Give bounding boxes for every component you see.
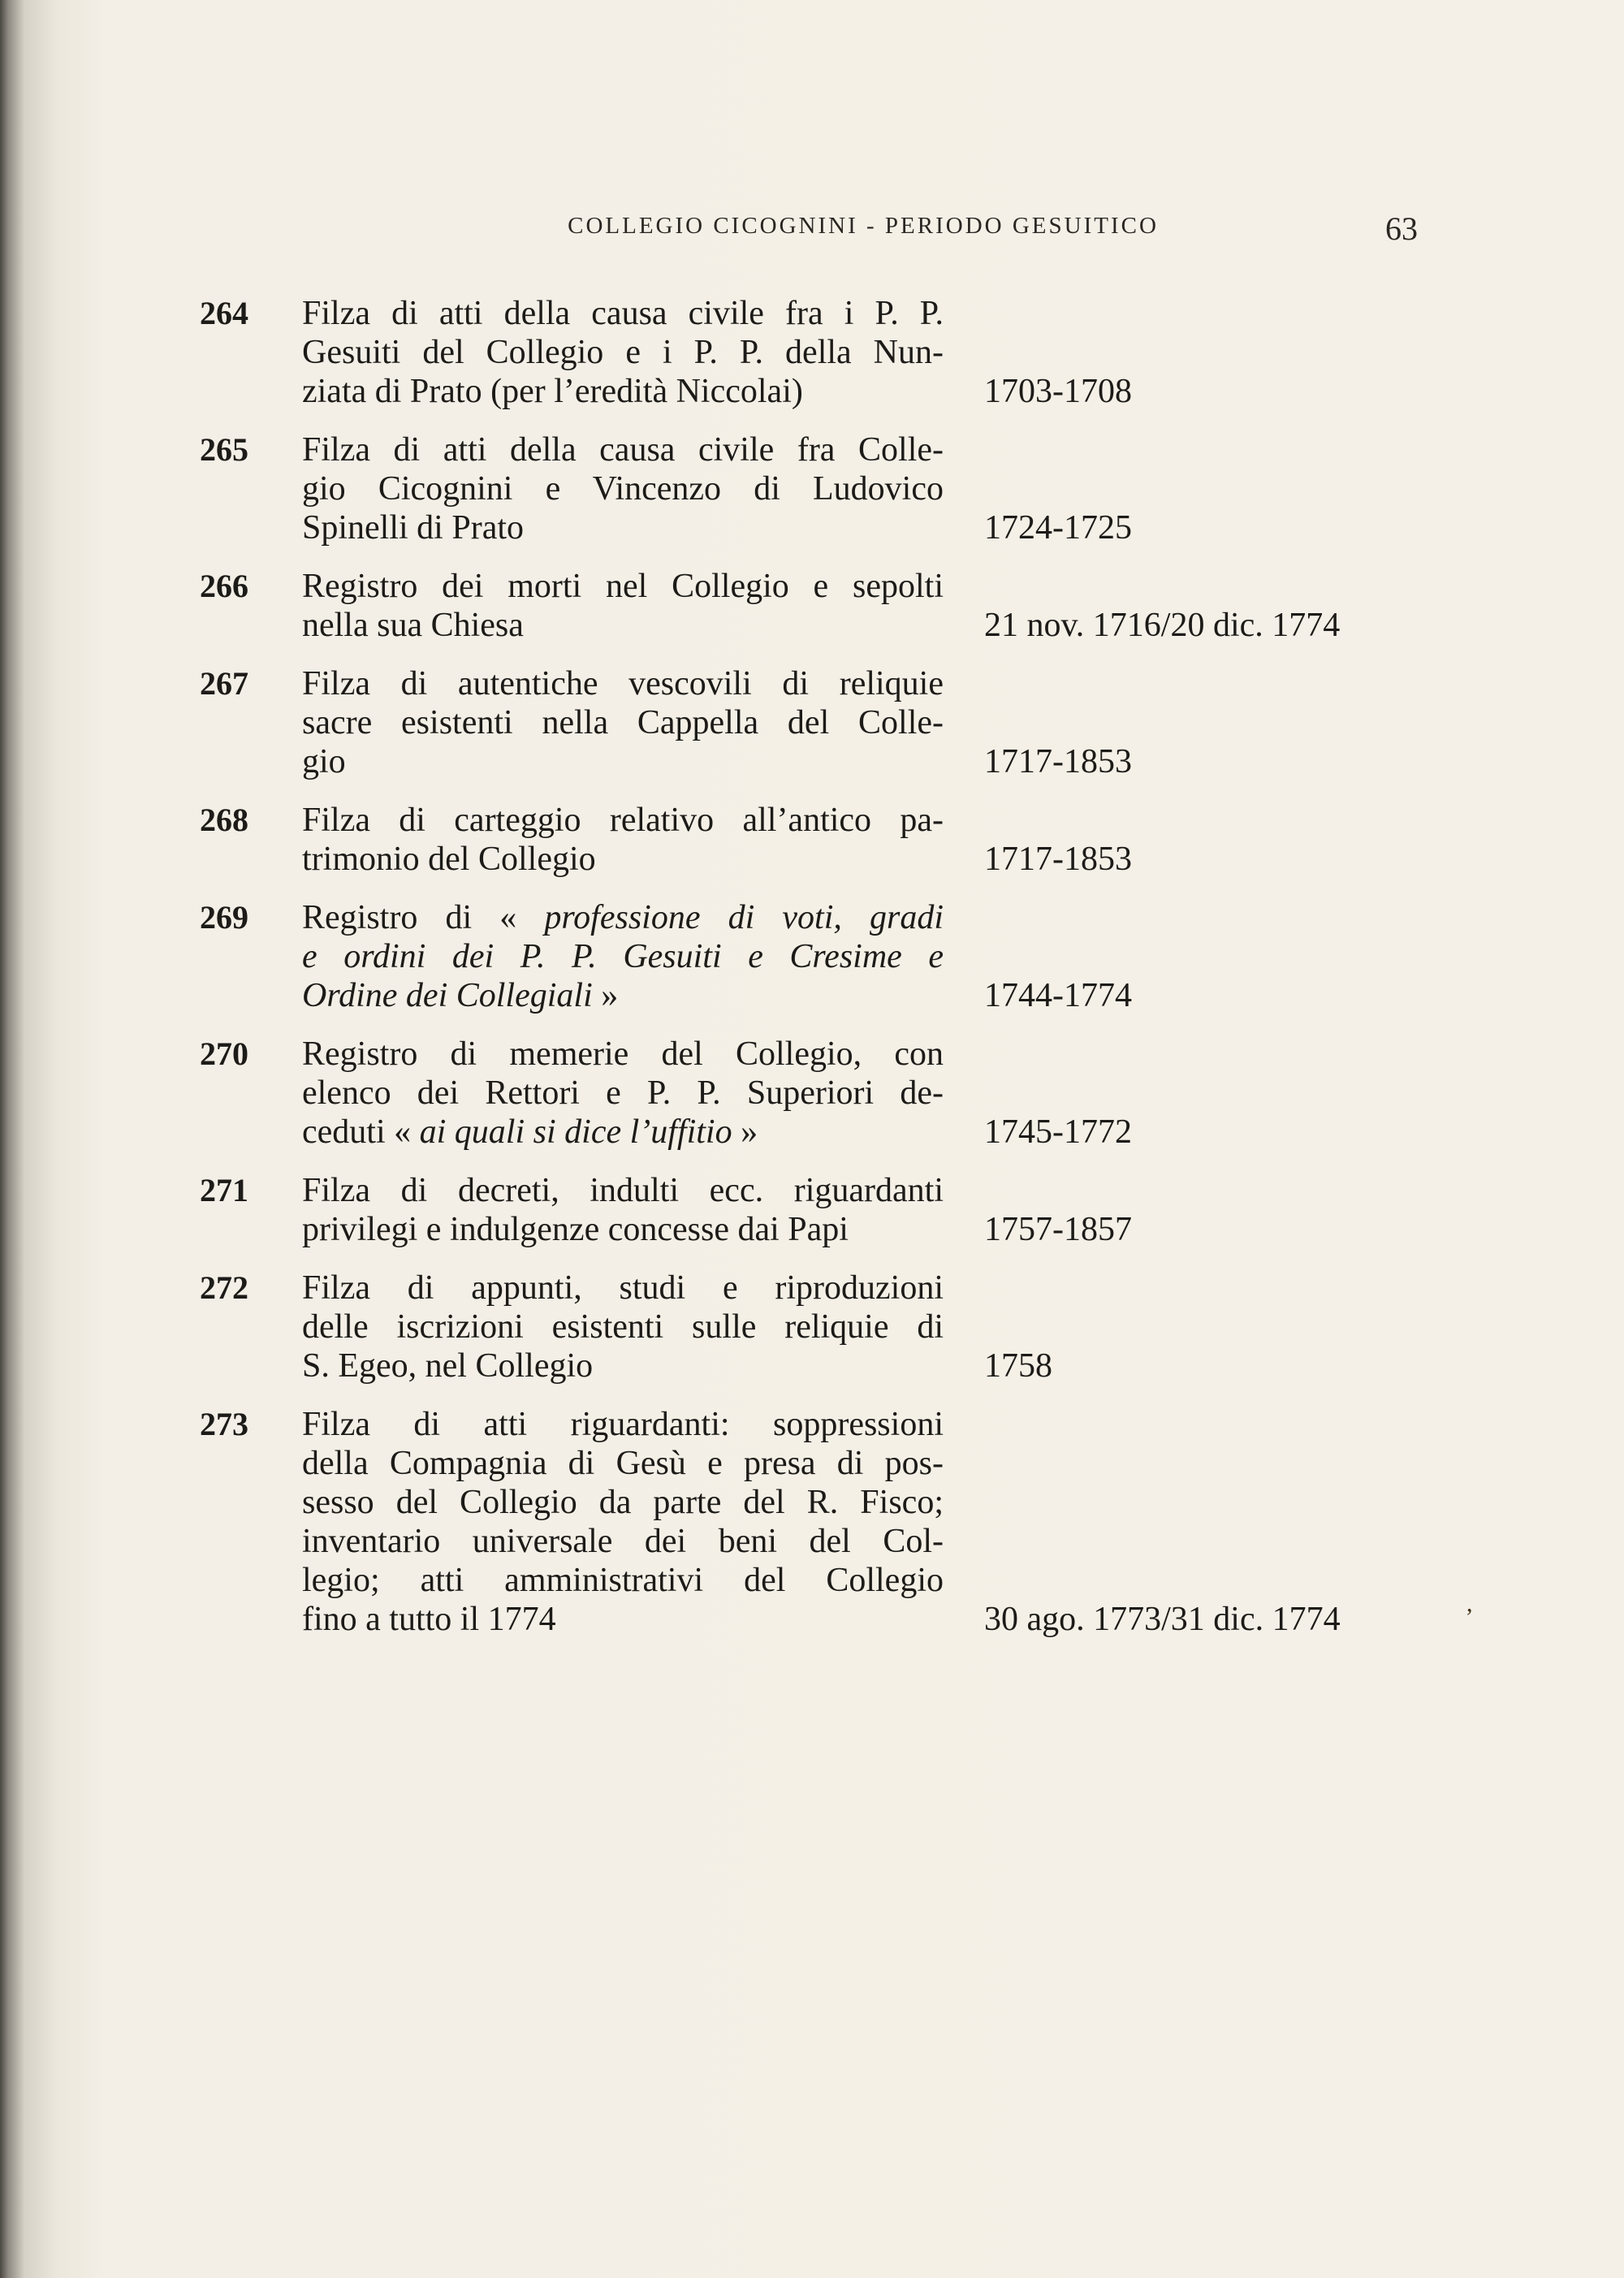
description-line bbox=[302, 937, 944, 976]
entry-description bbox=[302, 1405, 944, 1639]
running-header bbox=[309, 210, 1418, 253]
inventory-entry-265 bbox=[200, 430, 1434, 547]
entry-description bbox=[302, 1171, 944, 1249]
description-line: Gesuiti del Collegio e i P. P. della Nun- bbox=[302, 334, 944, 371]
description-line: privilegi e indulgenze concesse dai Papi bbox=[302, 1211, 849, 1248]
entry-description bbox=[302, 430, 944, 547]
entry-date: 21 nov. 1716/20 dic. 1774 bbox=[984, 607, 1341, 644]
description-line: Filza di atti della causa civile fra i P. P. bbox=[302, 295, 944, 332]
inventory-entry-273 bbox=[200, 1405, 1434, 1639]
description-text: » bbox=[732, 1113, 758, 1151]
description-line: fino a tutto il 1774 bbox=[302, 1601, 556, 1638]
description-line: elenco dei Rettori e P. P. Superiori de- bbox=[302, 1074, 944, 1112]
entry-number: 268 bbox=[200, 802, 248, 838]
italic-quote-text: ai quali si dice l’uffitio bbox=[419, 1113, 732, 1151]
description-line: Filza di atti della causa civile fra Colle- bbox=[302, 431, 944, 469]
entry-description bbox=[302, 1269, 944, 1385]
description-text: ceduti « bbox=[302, 1113, 420, 1151]
description-line: Filza di decreti, indulti ecc. riguardanti bbox=[302, 1172, 944, 1209]
entry-date: 1724-1725 bbox=[984, 509, 1132, 547]
entry-description bbox=[302, 898, 944, 1015]
entry-description bbox=[302, 567, 944, 645]
entry-date: 30 ago. 1773/31 dic. 1774 bbox=[984, 1601, 1341, 1638]
description-line: sesso del Collegio da parte del R. Fisco; bbox=[302, 1484, 944, 1521]
description-line: della Compagnia di Gesù e presa di pos- bbox=[302, 1445, 944, 1482]
entry-number: 270 bbox=[200, 1035, 248, 1072]
description-line bbox=[302, 898, 944, 937]
entry-number: 269 bbox=[200, 899, 248, 936]
inventory-entry-264 bbox=[200, 294, 1434, 411]
entry-number: 272 bbox=[200, 1269, 248, 1306]
description-line: trimonio del Collegio bbox=[302, 841, 596, 878]
entry-date: 1757-1857 bbox=[984, 1211, 1132, 1248]
entry-description bbox=[302, 801, 944, 879]
ink-speck-mark: , bbox=[1466, 1590, 1473, 1617]
inventory-entry-268 bbox=[200, 801, 1434, 879]
entry-number: 266 bbox=[200, 568, 248, 604]
description-line bbox=[302, 976, 944, 1015]
entry-description bbox=[302, 294, 944, 411]
description-line: Filza di autentiche vescovili di reliquie bbox=[302, 665, 944, 702]
entry-number: 271 bbox=[200, 1172, 248, 1208]
description-line: Registro dei morti nel Collegio e sepolti bbox=[302, 568, 944, 605]
description-line: inventario universale dei beni del Col- bbox=[302, 1523, 944, 1560]
italic-title-text: e ordini dei P. P. Gesuiti e Cresime e bbox=[302, 938, 944, 975]
entry-date: 1703-1708 bbox=[984, 373, 1132, 410]
entry-number: 264 bbox=[200, 295, 248, 331]
description-text: » bbox=[592, 977, 619, 1014]
entry-description bbox=[302, 664, 944, 781]
entry-date: 1744-1774 bbox=[984, 977, 1132, 1014]
inventory-entry-269 bbox=[200, 898, 1434, 1015]
entry-date: 1758 bbox=[984, 1347, 1052, 1385]
description-line: Filza di appunti, studi e riproduzioni bbox=[302, 1269, 944, 1307]
description-line: ziata di Prato (per l’eredità Niccolai) bbox=[302, 373, 803, 410]
description-line: Spinelli di Prato bbox=[302, 509, 524, 547]
description-line: Registro di memerie del Collegio, con bbox=[302, 1035, 944, 1073]
description-text: Registro di « bbox=[302, 899, 545, 936]
entry-number: 273 bbox=[200, 1406, 248, 1442]
entry-description bbox=[302, 1035, 944, 1152]
entry-date: 1745-1772 bbox=[984, 1113, 1132, 1151]
inventory-entry-267 bbox=[200, 664, 1434, 781]
description-line: Filza di carteggio relativo all’antico pa- bbox=[302, 802, 944, 839]
page-number: 63 bbox=[1385, 210, 1418, 247]
description-line: delle iscrizioni esistenti sulle reliquie di bbox=[302, 1308, 944, 1346]
italic-title-text: Ordine dei Collegiali bbox=[302, 977, 593, 1014]
inventory-entry-271 bbox=[200, 1171, 1434, 1249]
entry-date: 1717-1853 bbox=[984, 743, 1132, 780]
entry-date: 1717-1853 bbox=[984, 841, 1132, 878]
description-line: gio Cicognini e Vincenzo di Ludovico bbox=[302, 470, 944, 508]
description-line: sacre esistenti nella Cappella del Colle- bbox=[302, 704, 944, 741]
running-title: COLLEGIO CICOGNINI - PERIODO GESUITICO bbox=[568, 213, 1159, 239]
description-line: gio bbox=[302, 743, 346, 780]
description-line: legio; atti amministrativi del Collegio bbox=[302, 1562, 944, 1599]
description-line: nella sua Chiesa bbox=[302, 607, 524, 644]
entry-number: 267 bbox=[200, 665, 248, 702]
description-line: Filza di atti riguardanti: soppressioni bbox=[302, 1406, 944, 1443]
inventory-entry-270 bbox=[200, 1035, 1434, 1152]
inventory-entry-272 bbox=[200, 1269, 1434, 1385]
italic-title-text: professione di voti, gradi bbox=[544, 899, 944, 936]
description-line bbox=[302, 1113, 944, 1152]
description-line: S. Egeo, nel Collegio bbox=[302, 1347, 594, 1385]
inventory-list bbox=[200, 294, 1434, 1658]
entry-number: 265 bbox=[200, 431, 248, 468]
inventory-entry-266 bbox=[200, 567, 1434, 645]
